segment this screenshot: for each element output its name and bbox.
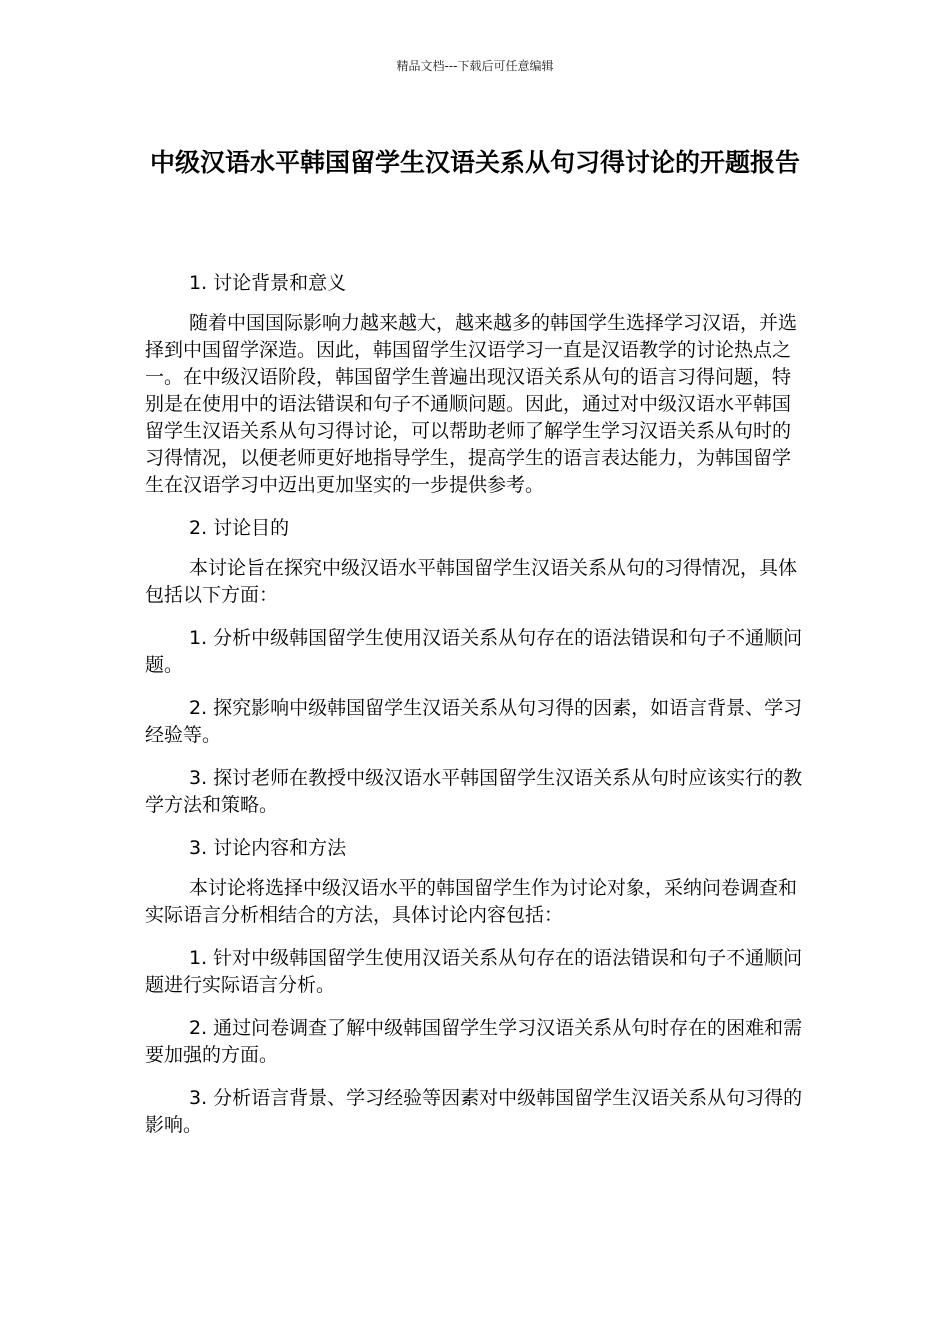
document-body	[145, 270, 805, 1155]
document-title: 中级汉语水平韩国留学生汉语关系从句习得讨论的开题报告	[149, 148, 800, 177]
list-item-content-2: 2. 通过问卷调查了解中级韩国留学生学习汉语关系从句时存在的困难和需要加强的方面。	[145, 1017, 803, 1066]
paragraph-content-intro: 本讨论将选择中级汉语水平的韩国留学生作为讨论对象，采纳问卷调查和实际语言分析相结合的方法，具体讨论内容包括：	[145, 877, 798, 926]
section-heading-background: 1. 讨论背景和意义	[189, 272, 347, 294]
list-item-content-3: 3. 分析语言背景、学习经验等因素对中级韩国留学生汉语关系从句习得的影响。	[145, 1087, 803, 1136]
section-heading-purpose: 2. 讨论目的	[189, 517, 290, 539]
list-item-purpose-1: 1. 分析中级韩国留学生使用汉语关系从句存在的语法错误和句子不通顺问题。	[145, 627, 803, 676]
list-item-purpose-3: 3. 探讨老师在教授中级汉语水平韩国留学生汉语关系从句时应该实行的教学方法和策略。	[145, 767, 803, 816]
section-heading-content-method: 3. 讨论内容和方法	[189, 837, 347, 859]
list-item-content-1: 1. 针对中级韩国留学生使用汉语关系从句存在的语法错误和句子不通顺问题进行实际语言分析。	[145, 947, 803, 996]
list-item-purpose-2: 2. 探究影响中级韩国留学生汉语关系从句习得的因素，如语言背景、学习经验等。	[145, 697, 803, 746]
header-note: 精品文档---下载后可任意编辑	[396, 59, 554, 73]
paragraph-purpose-intro: 本讨论旨在探究中级汉语水平韩国留学生汉语关系从句的习得情况，具体包括以下方面：	[145, 557, 798, 606]
paragraph-background: 随着中国国际影响力越来越大，越来越多的韩国学生选择学习汉语，并选择到中国留学深造。因此，韩国留学生汉语学习一直是汉语教学的讨论热点之一。在中级汉语阶段，韩国留学生普遍出现汉语关系从句的语言习得问题，特别是在使用中的语法错误和句子不通顺问题。因此，通过对中级汉语水平韩国留学生汉语关系从句习得讨论，可以帮助老师了解学生学习汉语关系从句时的习得情况，以便老师更好地指导学生，提高学生的语言表达能力，为韩国留学生在汉语学习中迈出更加坚实的一步提供参考。	[145, 312, 798, 496]
